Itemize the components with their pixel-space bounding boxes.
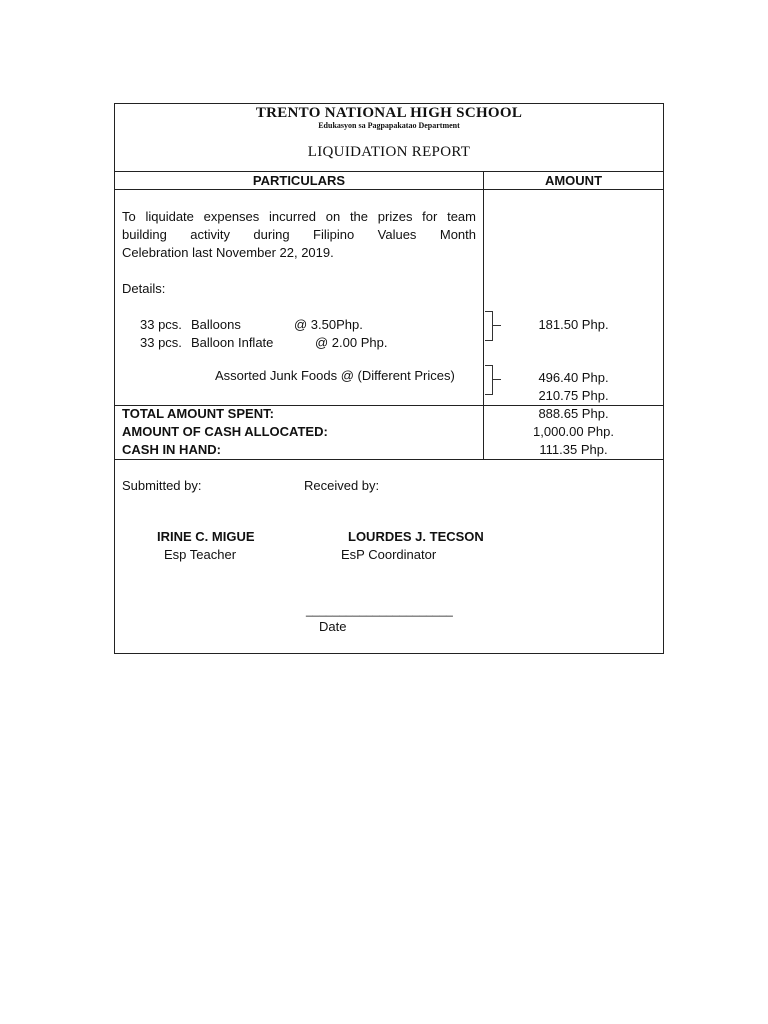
submitter-role: Esp Teacher	[164, 547, 237, 562]
allocated-value: 1,000.00 Php.	[533, 424, 614, 439]
receiver-role: EsP Coordinator	[341, 547, 437, 562]
amount-header: AMOUNT	[544, 173, 603, 188]
school-name: TRENTO NATIONAL HIGH SCHOOL	[255, 105, 523, 121]
purpose-line: Celebration last November 22, 2019.	[122, 245, 334, 260]
submitter-name: IRINE C. MIGUE	[157, 529, 255, 544]
date-label: Date	[319, 619, 347, 634]
particulars-header: PARTICULARS	[252, 173, 346, 188]
details-label: Details:	[122, 281, 166, 296]
item-name: Balloon Inflate	[191, 335, 274, 350]
amount-value: 210.75 Php.	[538, 388, 609, 403]
junk-foods-line: Assorted Junk Foods @ (Different Prices)	[215, 368, 455, 383]
department-name: Edukasyon sa Pagpapakatao Department	[318, 121, 460, 130]
item-price: @ 3.50Php.	[294, 317, 363, 332]
purpose-line: building activity during Filipino Values Month	[122, 227, 476, 242]
purpose-line: To liquidate expenses incurred on the prizes for team	[122, 209, 476, 224]
item-qty: 33 pcs.	[140, 335, 182, 350]
total-value: 888.65 Php.	[538, 406, 609, 421]
received-label: Received by:	[304, 478, 380, 493]
date-line: ______________________	[306, 603, 453, 617]
receiver-name: LOURDES J. TECSON	[348, 529, 484, 544]
item-price: @ 2.00 Php.	[315, 335, 388, 350]
amount-value: 496.40 Php.	[538, 370, 609, 385]
amount-value: 181.50 Php.	[538, 317, 609, 332]
submitted-label: Submitted by:	[122, 478, 202, 493]
allocated-label: AMOUNT OF CASH ALLOCATED:	[122, 424, 328, 439]
item-qty: 33 pcs.	[140, 317, 182, 332]
divider	[115, 459, 663, 460]
total-label: TOTAL AMOUNT SPENT:	[122, 406, 274, 421]
liquidation-report	[114, 103, 664, 654]
cash-label: CASH IN HAND:	[122, 442, 221, 457]
item-name: Balloons	[191, 317, 241, 332]
report-title: LIQUIDATION REPORT	[307, 144, 471, 160]
cash-value: 111.35 Php.	[539, 442, 608, 457]
